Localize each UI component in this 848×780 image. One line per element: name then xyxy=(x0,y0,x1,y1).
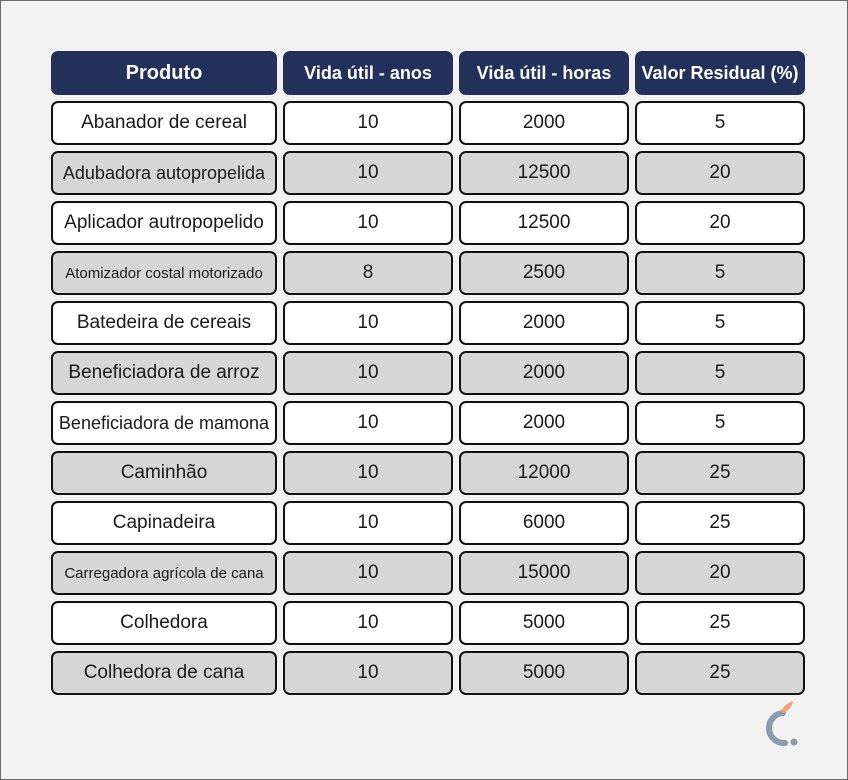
cell-anos: 10 xyxy=(283,301,453,345)
cell-anos: 10 xyxy=(283,201,453,245)
cell-anos: 10 xyxy=(283,101,453,145)
cell-residual: 20 xyxy=(635,151,805,195)
cell-produto: Batedeira de cereais xyxy=(51,301,277,345)
lifespan-table xyxy=(51,51,805,695)
header-valor-residual: Valor Residual (%) xyxy=(635,51,805,95)
header-produto: Produto xyxy=(51,51,277,95)
cell-horas: 2500 xyxy=(459,251,629,295)
cell-horas: 2000 xyxy=(459,401,629,445)
cell-residual: 5 xyxy=(635,251,805,295)
cell-residual: 20 xyxy=(635,551,805,595)
cell-produto: Colhedora xyxy=(51,601,277,645)
cell-horas: 12500 xyxy=(459,151,629,195)
header-vida-util-horas: Vida útil - horas xyxy=(459,51,629,95)
cell-produto: Abanador de cereal xyxy=(51,101,277,145)
cell-residual: 25 xyxy=(635,651,805,695)
cell-residual: 25 xyxy=(635,601,805,645)
cell-produto: Beneficiadora de mamona xyxy=(51,401,277,445)
cell-horas: 5000 xyxy=(459,601,629,645)
cell-horas: 2000 xyxy=(459,351,629,395)
cell-horas: 2000 xyxy=(459,301,629,345)
cell-anos: 10 xyxy=(283,451,453,495)
cell-produto: Beneficiadora de arroz xyxy=(51,351,277,395)
cell-produto: Carregadora agrícola de cana xyxy=(51,551,277,595)
cell-horas: 5000 xyxy=(459,651,629,695)
cell-produto: Capinadeira xyxy=(51,501,277,545)
cell-residual: 5 xyxy=(635,301,805,345)
header-vida-util-anos: Vida útil - anos xyxy=(283,51,453,95)
cell-anos: 10 xyxy=(283,401,453,445)
cell-anos: 8 xyxy=(283,251,453,295)
cell-anos: 10 xyxy=(283,151,453,195)
cell-anos: 10 xyxy=(283,601,453,645)
cell-residual: 5 xyxy=(635,351,805,395)
cell-anos: 10 xyxy=(283,351,453,395)
cell-residual: 20 xyxy=(635,201,805,245)
cell-horas: 12000 xyxy=(459,451,629,495)
cell-horas: 12500 xyxy=(459,201,629,245)
cell-residual: 25 xyxy=(635,501,805,545)
cell-anos: 10 xyxy=(283,651,453,695)
cell-produto: Adubadora autopropelida xyxy=(51,151,277,195)
cell-residual: 25 xyxy=(635,451,805,495)
cell-residual: 5 xyxy=(635,401,805,445)
cell-residual: 5 xyxy=(635,101,805,145)
cell-horas: 15000 xyxy=(459,551,629,595)
cell-horas: 2000 xyxy=(459,101,629,145)
cell-anos: 10 xyxy=(283,551,453,595)
cell-produto: Colhedora de cana xyxy=(51,651,277,695)
cell-produto: Atomizador costal motorizado xyxy=(51,251,277,295)
cell-anos: 10 xyxy=(283,501,453,545)
cell-produto: Caminhão xyxy=(51,451,277,495)
brand-logo-icon xyxy=(761,699,805,751)
cell-produto: Aplicador autropopelido xyxy=(51,201,277,245)
cell-horas: 6000 xyxy=(459,501,629,545)
